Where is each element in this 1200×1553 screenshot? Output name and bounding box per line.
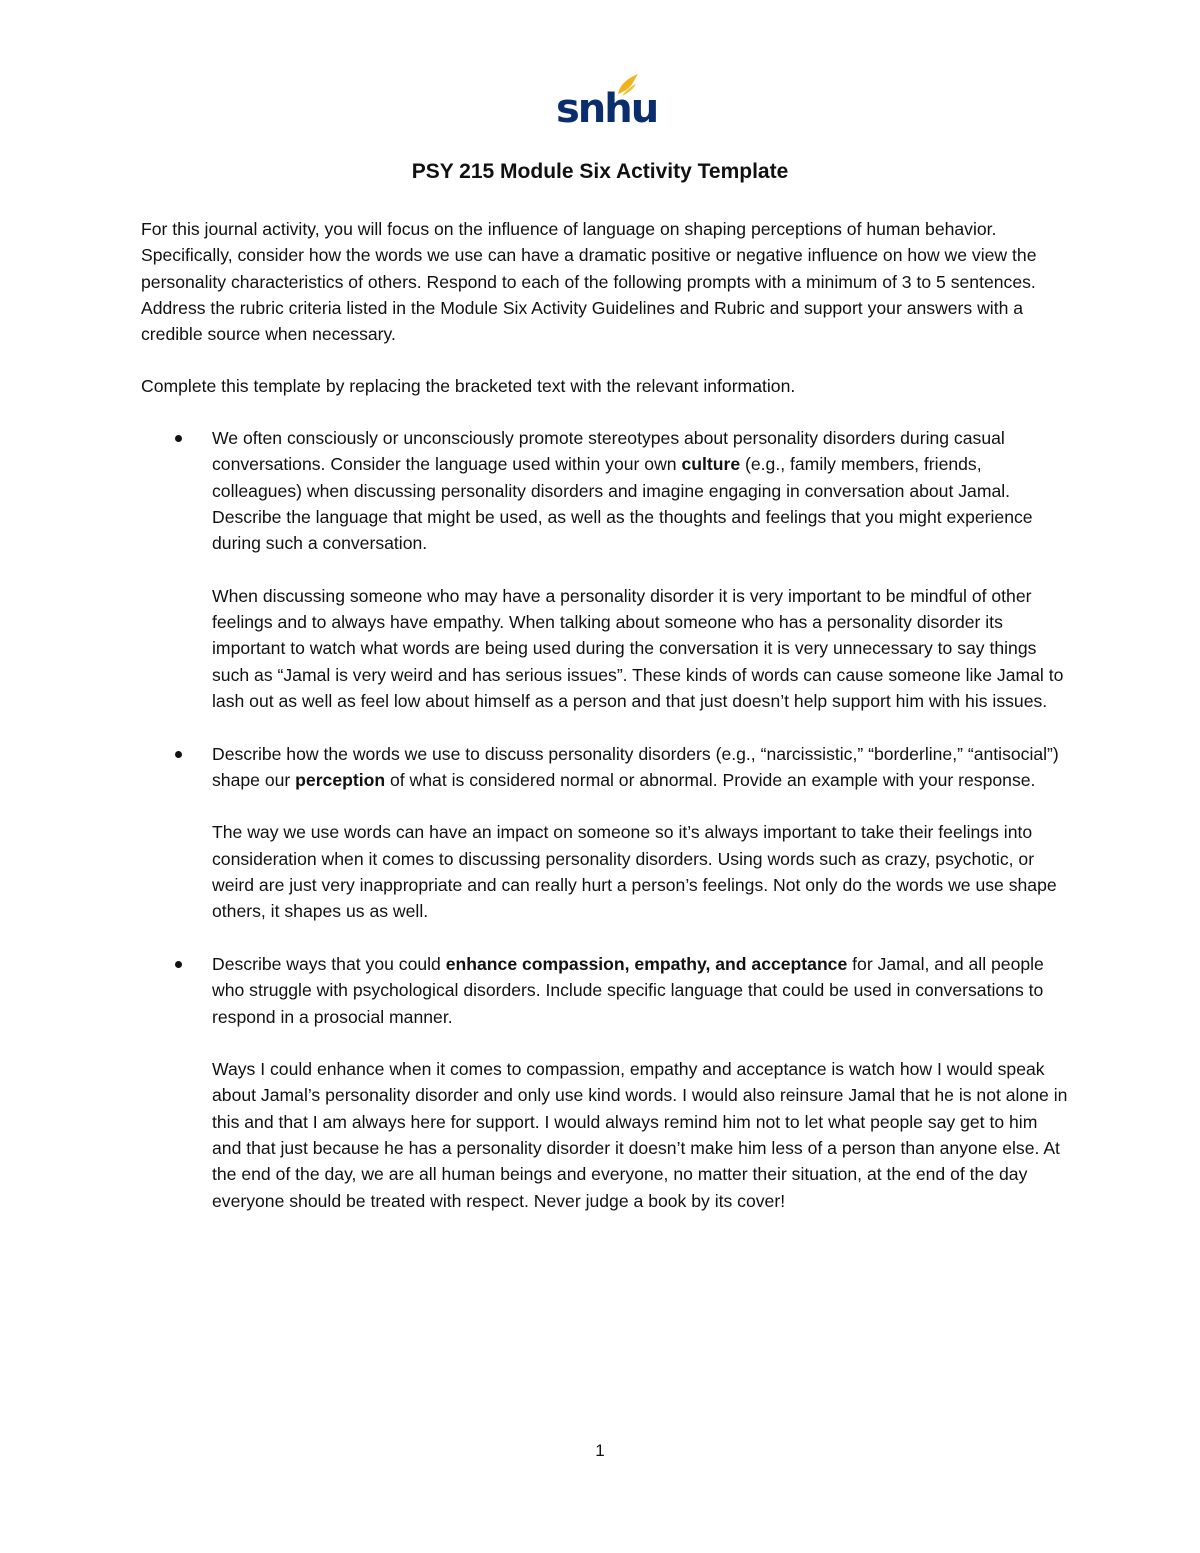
prompt-item-perception [141,741,1071,951]
bullet-icon [175,961,182,968]
logo-wordmark: snhu [556,86,658,132]
answer-paragraph: The way we use words can have an impact on someone so it’s always important to take their feelings into consideration when it comes to discussing personality disorders. Using words such as crazy, psychotic, or weird are just very inappropriate and can really hurt a person’s feelings. Not only do the words we use shape others, it shapes us as well. [212,822,1057,922]
answer-paragraph: When discussing someone who may have a personality disorder it is very important to be mindful of other feelings and to always have empathy. When talking about someone who has a personality disorder its important to watch what words are being used during the conversation it is very unnecessary to say things such as “Jamal is very weird and has serious issues”. These kinds of words can cause someone like Jamal to lash out as well as feel low about himself as a person and that just doesn’t help support him with his issues. [212,585,1064,711]
page-title: PSY 215 Module Six Activity Template [411,160,789,183]
prompt-keyword: enhance compassion, empathy, and acceptance [445,953,848,974]
prompt-text [212,741,1071,794]
prompt-text-before: Describe how the words we use to discuss personality disorders (e.g., “narcissistic,” “borderline,” “antisocial”) shape our [212,743,1059,790]
bullet-icon [175,751,182,758]
prompt-text-after: of what is considered normal or abnormal. Provide an example with your response. [385,769,1036,790]
prompt-text-after: (e.g., family members, friends, colleagues) when discussing personality disorders and imagine engaging in conversation about Jamal. Describe the language that might be used, as well as the thoughts and feelings that you might experience during such a conversation. [212,454,1033,554]
intro-paragraph: For this journal activity, you will focus on the influence of language on shaping perceptions of human behavior. Specifically, consider how the words we use can have a dramatic positive or negative influence on how we view the personality characteristics of others. Respond to each of the following prompts with a minimum of 3 to 5 sentences. Address the rubric criteria listed in the Module Six Activity Guidelines and Rubric and support your answers with a credible source when necessary. [141,219,1037,345]
prompt-text-before: Describe ways that you could [212,953,446,974]
prompt-text [212,425,1071,556]
prompt-item-culture [141,425,1071,741]
prompt-keyword: culture [681,454,741,475]
prompt-text-before: We often consciously or unconsciously promote stereotypes about personality disorders during casual conversations. Consider the language used within your own [212,428,1005,475]
snhu-logo [556,72,658,134]
prompt-text-after: for Jamal, and all people who struggle with psychological disorders. Include specific language that could be used in conversations to respond in a prosocial manner. [212,953,1044,1027]
page-number: 1 [595,1441,605,1460]
answer-paragraph: Ways I could enhance when it comes to compassion, empathy and acceptance is watch how I would speak about Jamal’s personality disorder and only use kind words. I would also reinsure Jamal that he is not alone in this and that I am always here for support. I would always remind him not to let what people say get to him and that just because he has a personality disorder it doesn’t make him less of a person than anyone else. At the end of the day, we are all human beings and everyone, no matter their situation, at the end of the day everyone should be treated with respect. Never judge a book by its cover! [212,1059,1068,1211]
bullet-icon [175,435,182,442]
instructions-paragraph: Complete this template by replacing the bracketed text with the relevant information. [141,376,796,396]
prompt-keyword: perception [295,769,386,790]
prompt-list [141,425,1071,1214]
prompt-text [212,951,1071,1030]
prompt-item-compassion [141,951,1071,1214]
